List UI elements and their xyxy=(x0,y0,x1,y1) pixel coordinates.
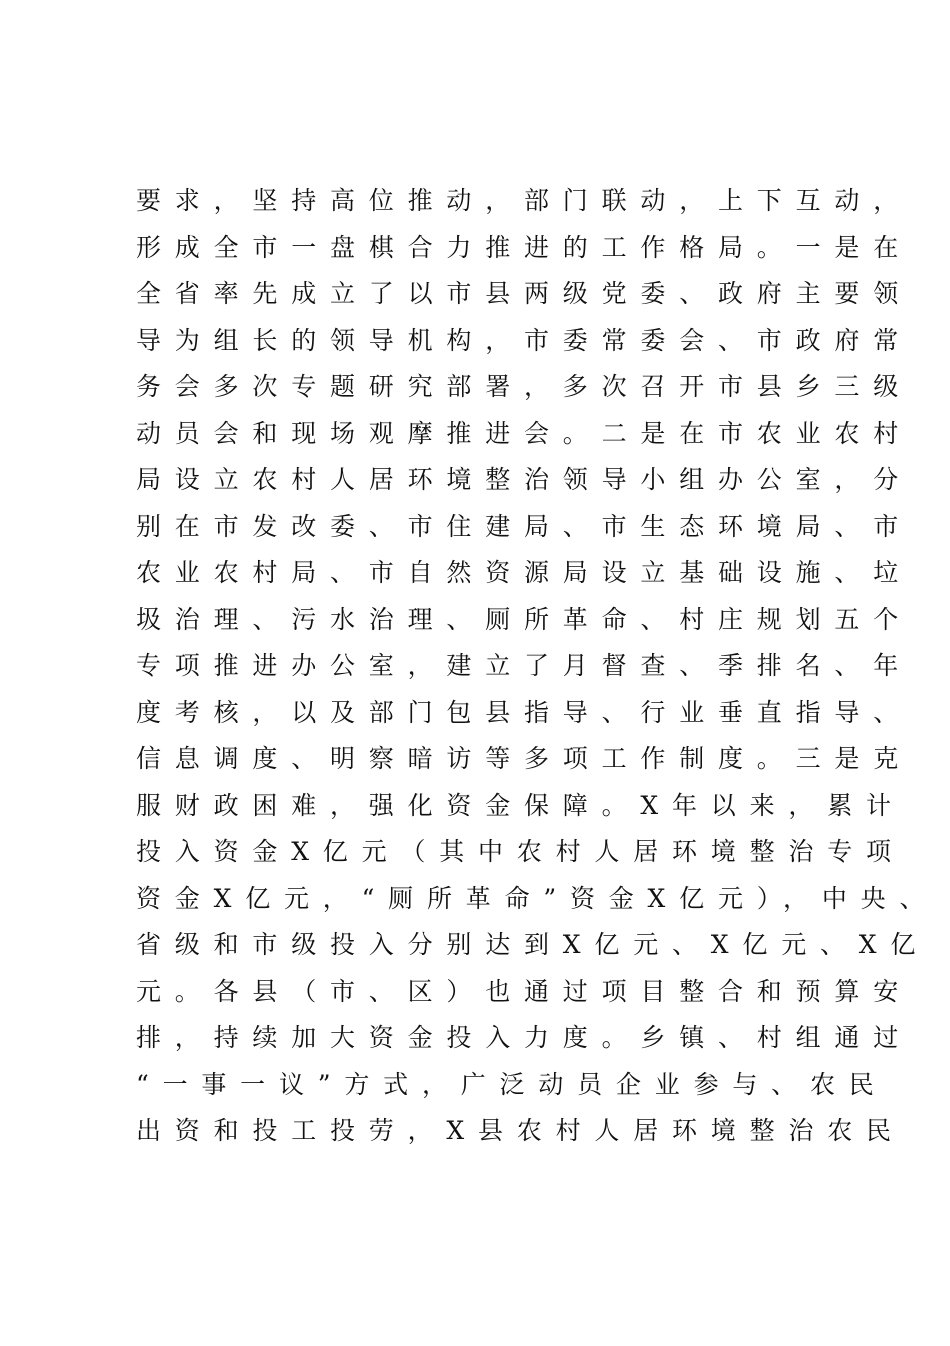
text-line: 形成全市一盘棋合力推进的工作格局。一是在 xyxy=(136,232,913,262)
text-line: 务会多次专题研究部署，多次召开市县乡三级 xyxy=(136,372,913,401)
text-line: 要求，坚持高位推动，部门联动，上下互动， xyxy=(136,186,913,215)
text-line: 元。各县（市、区）也通过项目整合和预算安 xyxy=(136,976,913,1006)
text-line: 信息调度、明察暗访等多项工作制度。三是克 xyxy=(136,744,913,773)
text-line: 度考核，以及部门包县指导、行业垂直指导、 xyxy=(136,697,913,727)
text-line: 动员会和现场观摩推进会。二是在市农业农村 xyxy=(136,418,913,448)
text-line: 农业农村局、市自然资源局设立基础设施、垃 xyxy=(136,558,913,587)
text-line: 别在市发改委、市住建局、市生态环境局、市 xyxy=(136,511,913,541)
text-line: 资金X亿元，“厕所革命”资金X亿元），中央、 xyxy=(136,883,939,913)
text-line: 圾治理、污水治理、厕所革命、村庄规划五个 xyxy=(136,604,913,634)
text-line: 导为组长的领导机构，市委常委会、市政府常 xyxy=(136,325,913,355)
text-line: “一事一议”方式，广泛动员企业参与、农民 xyxy=(136,1069,888,1099)
body-text xyxy=(136,178,939,1155)
text-line: 排，持续加大资金投入力度。乡镇、村组通过 xyxy=(136,1023,913,1052)
text-line: 服财政困难，强化资金保障。X年以来，累计 xyxy=(136,790,905,820)
text-line: 省级和市级投入分别达到X亿元、X亿元、X亿 xyxy=(136,930,930,959)
text-line: 局设立农村人居环境整治领导小组办公室，分 xyxy=(136,465,913,494)
text-line: 投入资金X亿元（其中农村人居环境整治专项 xyxy=(136,837,905,866)
text-line: 专项推进办公室，建立了月督查、季排名、年 xyxy=(136,651,913,680)
text-line: 全省率先成立了以市县两级党委、政府主要领 xyxy=(136,279,913,308)
text-line: 出资和投工投劳，X县农村人居环境整治农民 xyxy=(136,1116,905,1145)
